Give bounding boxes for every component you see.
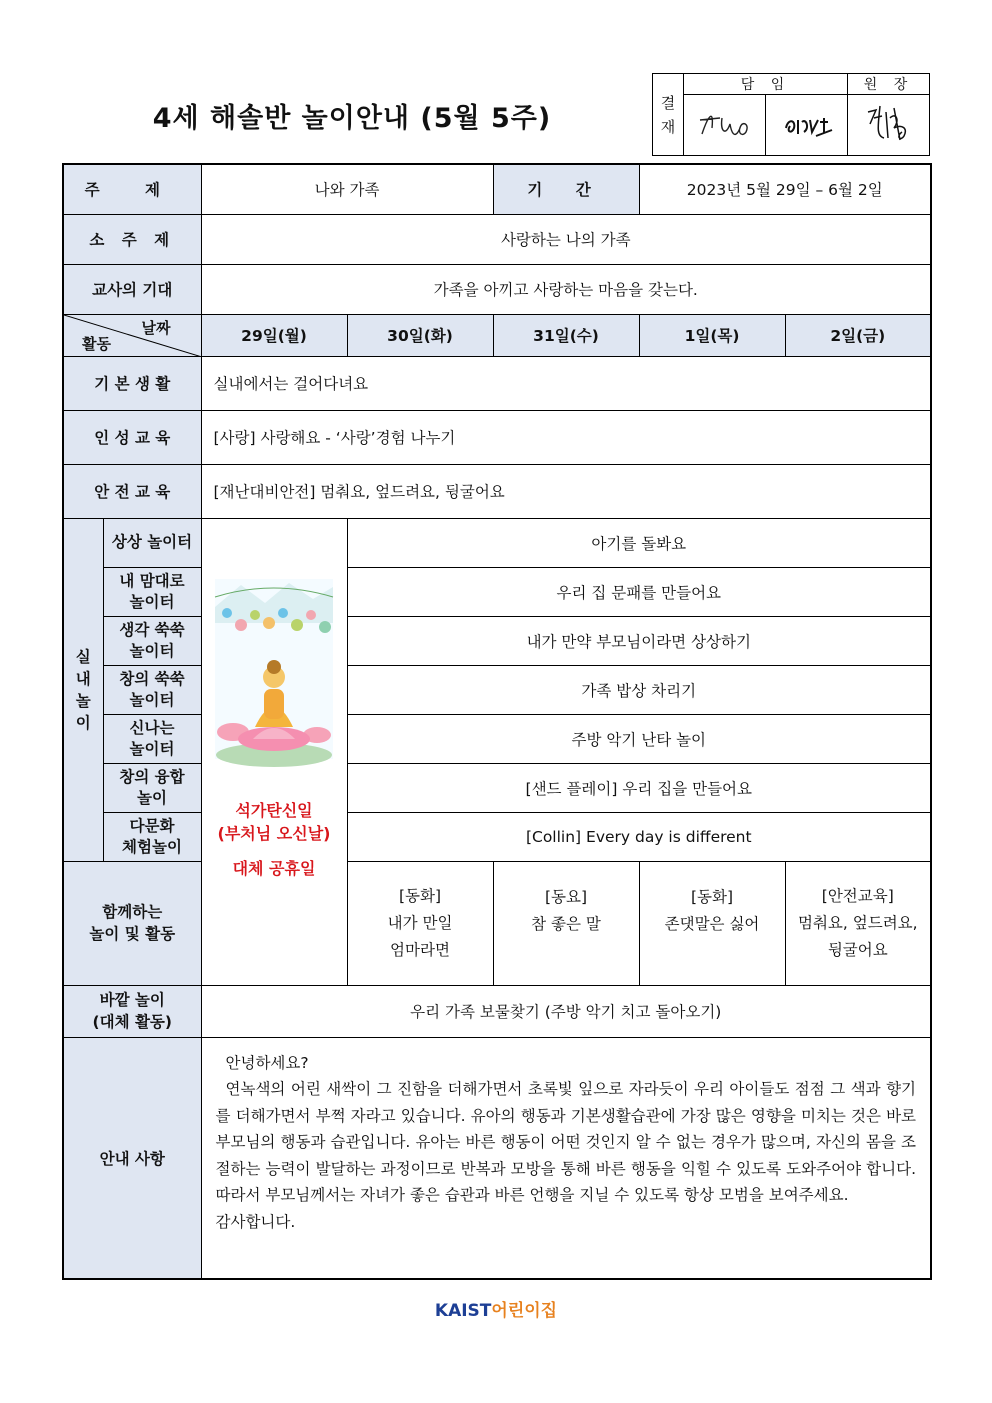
- basic-life-label: 기 본 생 활: [63, 356, 201, 410]
- signature-3-image: [854, 98, 924, 148]
- indoor-group-label: 실 내 놀 이: [63, 518, 103, 861]
- holiday-cell: [201, 518, 347, 985]
- indoor-row-label: 신나는 놀이터: [103, 714, 201, 763]
- holiday-name: 석가탄신일: [235, 800, 313, 820]
- basic-life-value: 실내에서는 걸어다녀요: [201, 356, 931, 410]
- notice-greeting: 안녕하세요?: [225, 1053, 309, 1072]
- corner-activity-label: 활동: [82, 334, 111, 353]
- holiday-subtitle: (부처님 오신날): [217, 823, 331, 843]
- approval-label: 결 재: [653, 74, 684, 156]
- notice-content: [201, 1037, 931, 1279]
- director-header: 원 장: [848, 74, 930, 95]
- notice-label: 안내 사항: [63, 1037, 201, 1279]
- footer-logo: [0, 1296, 992, 1321]
- signature-2-image: [772, 98, 842, 148]
- plan-table: [62, 163, 932, 1280]
- together-item: [동화] 내가 만일 엄마라면: [347, 861, 493, 985]
- buddha-illustration: [213, 527, 335, 777]
- day-header: 2일(금): [785, 314, 931, 356]
- approval-box: [652, 73, 930, 156]
- theme-label: 주 제: [63, 164, 201, 214]
- indoor-row-value: [샌드 플레이] 우리 집을 만들어요: [347, 763, 931, 812]
- indoor-row-label: 생각 쑥쑥 놀이터: [103, 616, 201, 665]
- period-value: 2023년 5월 29일 – 6월 2일: [639, 164, 931, 214]
- day-header: 29일(월): [201, 314, 347, 356]
- homeroom-signature-2: [766, 95, 848, 156]
- safety-ed-label: 안 전 교 육: [63, 464, 201, 518]
- day-header: 1일(목): [639, 314, 785, 356]
- character-ed-label: 인 성 교 육: [63, 410, 201, 464]
- corner-date-label: 날짜: [141, 318, 171, 337]
- indoor-row-value: 내가 만약 부모님이라면 상상하기: [347, 616, 931, 665]
- indoor-row-label: 상상 놀이터: [103, 518, 201, 567]
- page-title: 4세 해솔반 놀이안내 (5월 5주): [152, 103, 552, 134]
- indoor-row-label: 창의 쑥쑥 놀이터: [103, 665, 201, 714]
- indoor-row-value: 주방 악기 난타 놀이: [347, 714, 931, 763]
- indoor-row-label: 창의 융합 놀이: [103, 763, 201, 812]
- day-header: 30일(화): [347, 314, 493, 356]
- safety-ed-value: [재난대비안전] 멈춰요, 엎드려요, 뒹굴어요: [201, 464, 931, 518]
- period-label: 기 간: [493, 164, 639, 214]
- homeroom-signature-1: [684, 95, 766, 156]
- character-ed-value: [사랑] 사랑해요 - ‘사랑’경험 나누기: [201, 410, 931, 464]
- expectation-value: 가족을 아끼고 사랑하는 마음을 갖는다.: [201, 264, 931, 314]
- indoor-row-value: 가족 밥상 차리기: [347, 665, 931, 714]
- holiday-substitute: 대체 공휴일: [232, 858, 316, 878]
- day-header: 31일(수): [493, 314, 639, 356]
- outdoor-label: 바깥 놀이 (대체 활동): [63, 985, 201, 1037]
- indoor-row-label: 내 맘대로 놀이터: [103, 567, 201, 616]
- logo-kids: 어린이집: [491, 1301, 558, 1321]
- subtheme-label: 소 주 제: [63, 214, 201, 264]
- signature-1-image: [690, 98, 760, 148]
- indoor-row-value: 우리 집 문패를 만들어요: [347, 567, 931, 616]
- notice-body: 연녹색의 어린 새싹이 그 진함을 더해가면서 초록빛 잎으로 자라듯이 우리 아이들도 점점 그 색과 향기를 더해가면서 부쩍 자라고 있습니다. 유아의 행동과 기본생활습관에 가장 많은 영향을 미치는 것은 바로 부모님의 행동과 습관입니다. 유아는 바른 행동이 어떤 것인지 알 수 없는 경우가 많으며, 자신의 몸을 조절하는 능력이 발달하는 과정이므로 반복과 모방을 통해 바른 행동을 익힐 수 있도록 도와주어야 합니다. 따라서 부모님께서는 자녀가 좋은 습관과 바른 언행을 지닐 수 있도록 항상 모범을 보여주세요.: [215, 1080, 917, 1204]
- subtheme-value: 사랑하는 나의 가족: [201, 214, 931, 264]
- together-item: [동화] 존댓말은 싫어: [639, 861, 785, 985]
- indoor-row-label: 다문화 체험놀이: [103, 812, 201, 861]
- together-item: [안전교육] 멈춰요, 엎드려요, 뒹굴어요: [785, 861, 931, 985]
- date-activity-corner: [63, 314, 201, 356]
- homeroom-header: 담 임: [684, 74, 848, 95]
- indoor-row-value: 아기를 돌봐요: [347, 518, 931, 567]
- outdoor-value: 우리 가족 보물찾기 (주방 악기 치고 돌아오기): [201, 985, 931, 1037]
- theme-value: 나와 가족: [201, 164, 493, 214]
- director-signature: [848, 95, 930, 156]
- together-item: [동요] 참 좋은 말: [493, 861, 639, 985]
- logo-kaist: KAIST: [434, 1301, 492, 1321]
- expectation-label: 교사의 기대: [63, 264, 201, 314]
- indoor-row-value: [Collin] Every day is different: [347, 812, 931, 861]
- notice-closing: 감사합니다.: [215, 1212, 296, 1231]
- together-label: 함께하는 놀이 및 활동: [63, 861, 201, 985]
